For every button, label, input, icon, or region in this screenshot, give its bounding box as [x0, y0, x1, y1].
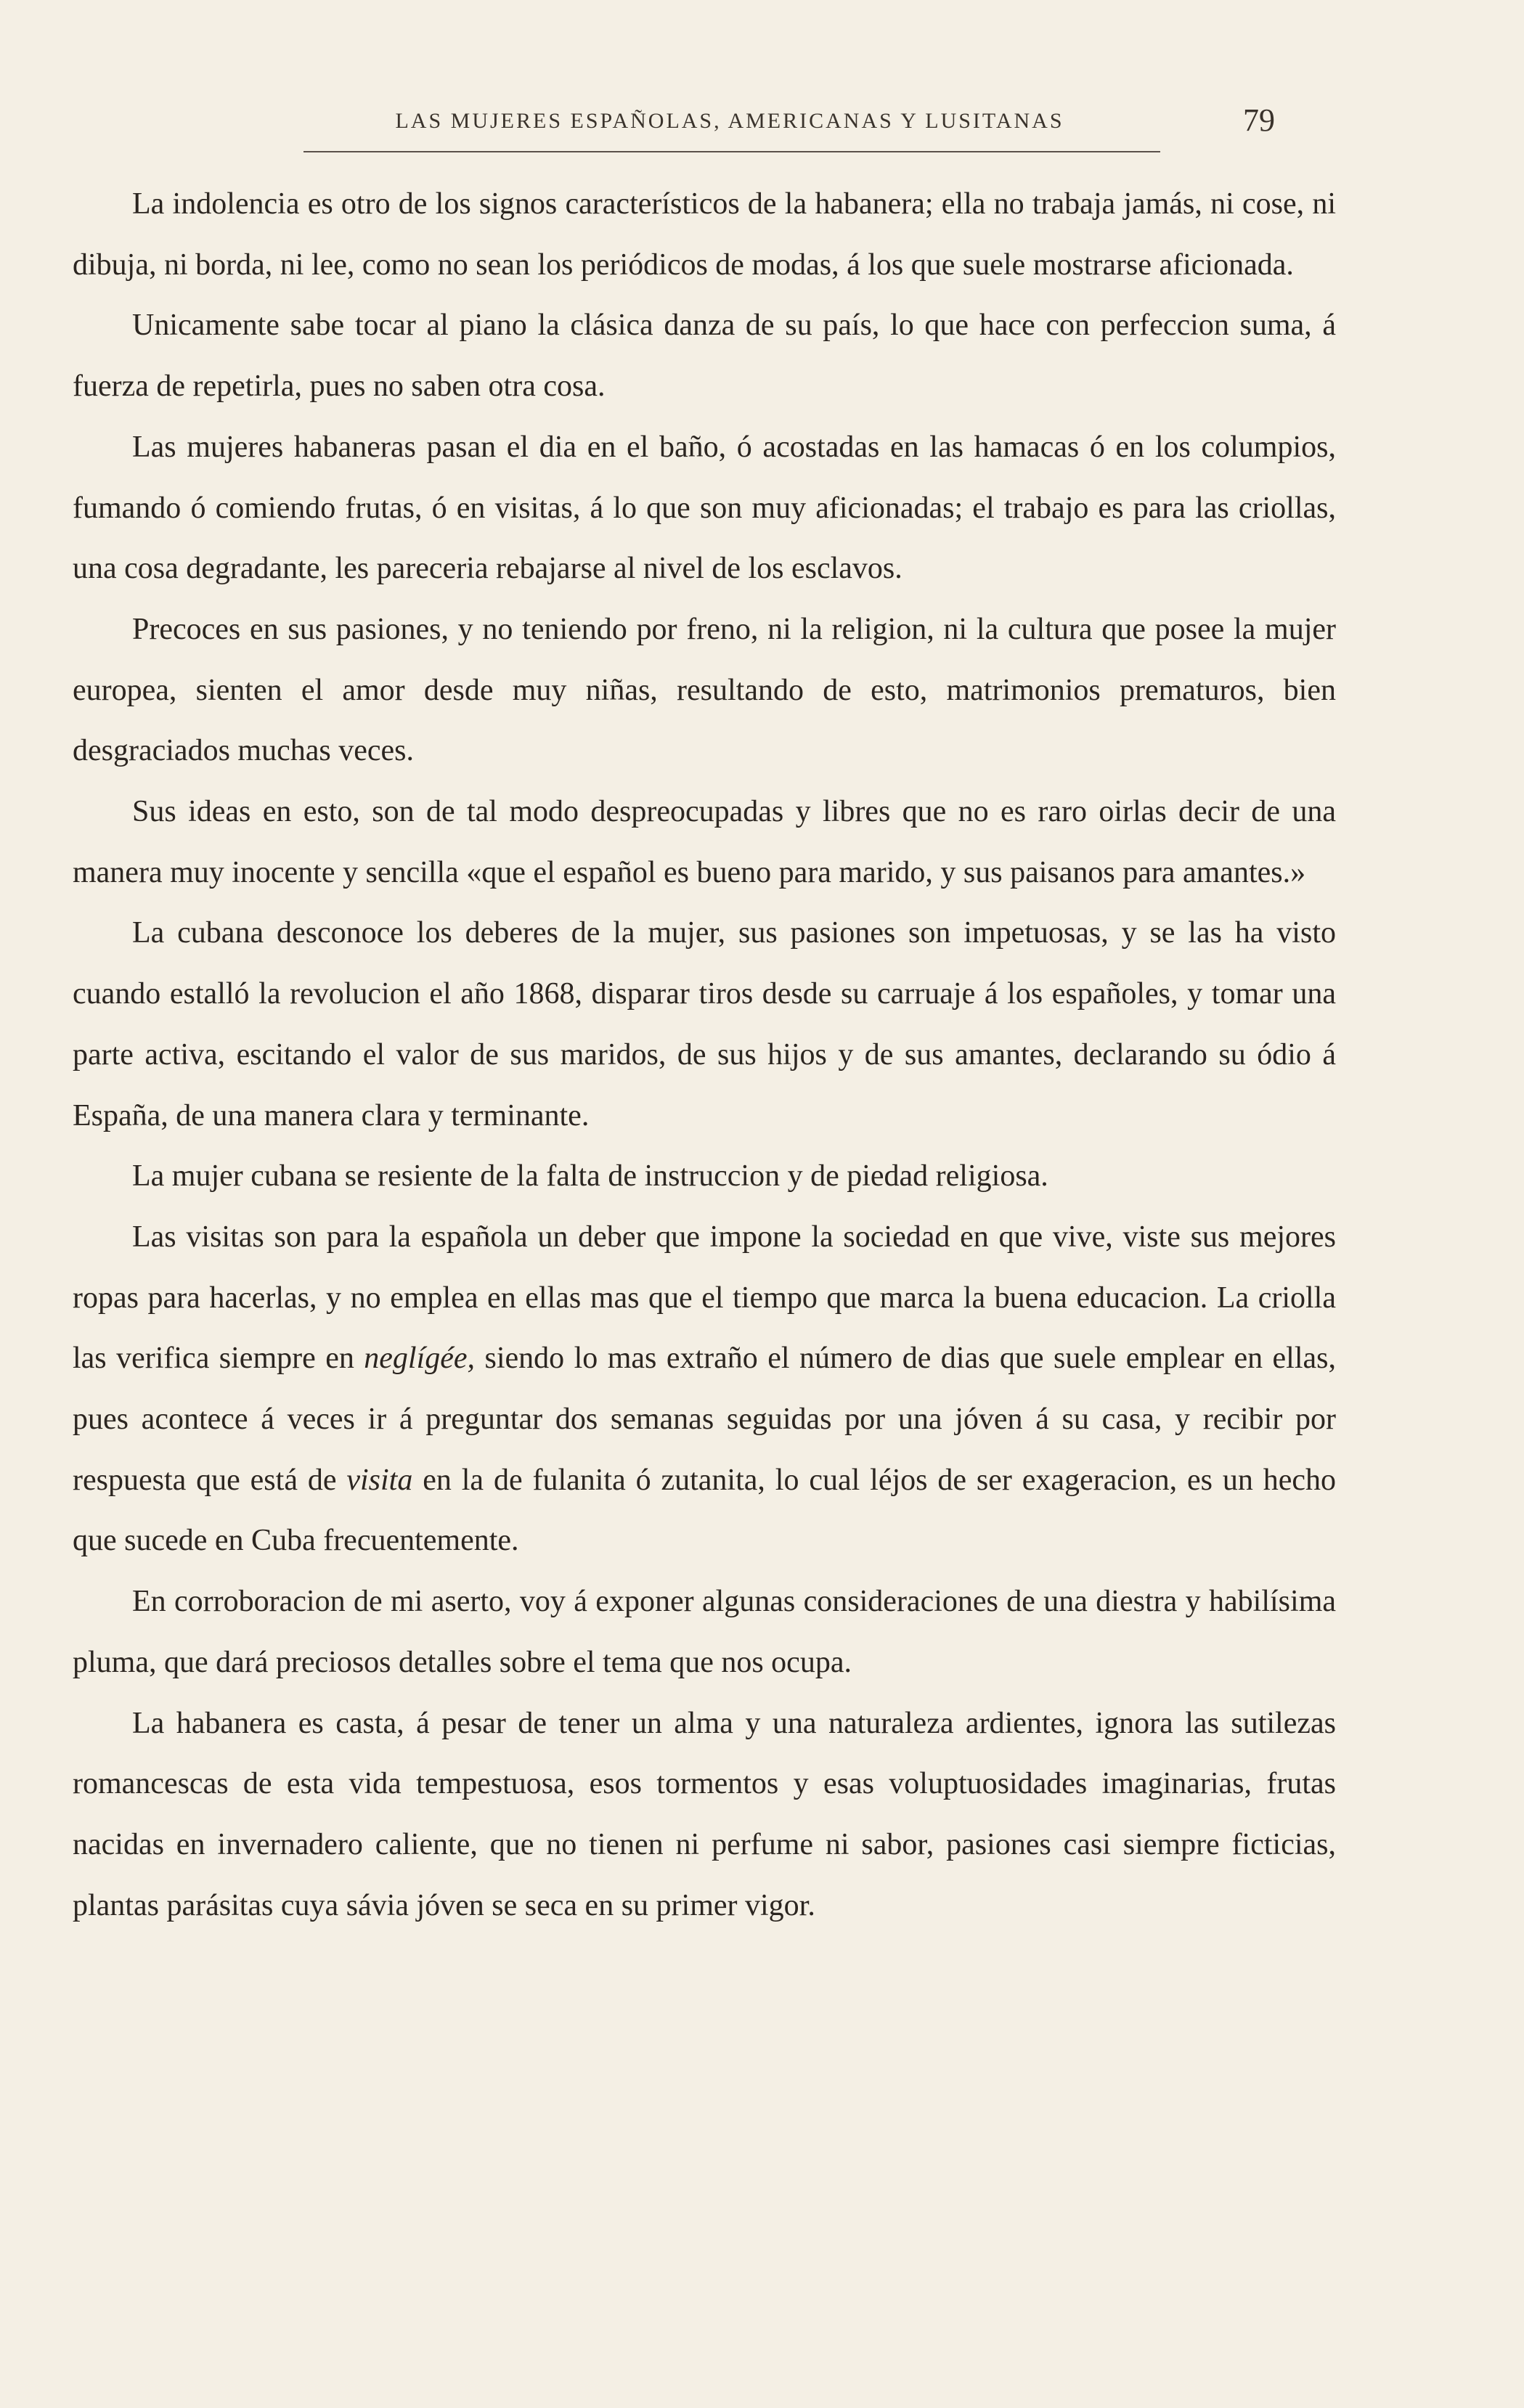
header-rule	[303, 151, 1160, 152]
paragraph	[73, 1207, 1336, 1572]
paragraph-text: Las visitas son para la española un deber que impone la sociedad en que vive, viste sus mejores ropas para hacerlas, y no emplea en ellas mas que el tiempo que marca la buena educacion. La criolla las verifica siempre en	[73, 1220, 1336, 1376]
italic-term: visita	[346, 1463, 413, 1497]
body-text	[73, 174, 1336, 1936]
paragraph: Sus ideas en esto, son de tal modo despreocupadas y libres que no es raro oirlas decir de una manera muy inocente y sencilla «que el español es bueno para marido, y sus paisanos para amantes.»	[73, 795, 1336, 889]
paragraph: La mujer cubana se resiente de la falta de instruccion y de piedad religiosa.	[132, 1159, 1048, 1193]
paragraph: Las mujeres habaneras pasan el dia en el baño, ó acostadas en las hamacas ó en los columpios, fumando ó comiendo frutas, ó en visitas, á lo que son muy aficionadas; el trabajo es para las criollas, una cosa degradante, les pareceria rebajarse al nivel de los esclavos.	[73, 430, 1336, 586]
running-head: LAS MUJERES ESPAÑOLAS, AMERICANAS Y LUSITANAS	[395, 109, 1064, 133]
paragraph: En corroboracion de mi aserto, voy á exponer algunas consideraciones de una diestra y habilísima pluma, que dará preciosos detalles sobre el tema que nos ocupa.	[73, 1585, 1336, 1679]
paragraph: Unicamente sabe tocar al piano la clásica danza de su país, lo que hace con perfeccion suma, á fuerza de repetirla, pues no saben otra cosa.	[73, 309, 1336, 404]
paragraph: La habanera es casta, á pesar de tener un alma y una naturaleza ardientes, ignora las sutilezas romancescas de esta vida tempestuosa, esos tormentos y esas voluptuosidades imaginarias, frutas nacidas en invernadero caliente, que no tienen ni perfume ni sabor, pasiones casi siempre ficticias, plantas parásitas cuya sávia jóven se seca en su primer vigor.	[73, 1706, 1336, 1922]
paragraph: La indolencia es otro de los signos característicos de la habanera; ella no trabaja jamás, ni cose, ni dibuja, ni borda, ni lee, como no sean los periódicos de modas, á los que suele mostrarse aficionada.	[73, 187, 1336, 282]
italic-term: neglígée,	[364, 1342, 476, 1376]
page-number: 79	[1243, 102, 1275, 138]
paragraph: Precoces en sus pasiones, y no teniendo por freno, ni la religion, ni la cultura que posee la mujer europea, sienten el amor desde muy niñas, resultando de esto, matrimonios prematuros, bien desgraciados muchas veces.	[73, 612, 1336, 768]
paragraph-text: en la de fulanita ó zutanita, lo cual léjos de ser exageracion, es un hecho que sucede en Cuba frecuentemente.	[73, 1463, 1336, 1558]
paragraph: La cubana desconoce los deberes de la mujer, sus pasiones son impetuosas, y se las ha visto cuando estalló la revolucion el año 1868, disparar tiros desde su carruaje á los españoles, y tomar una parte activa, escitando el valor de sus maridos, de sus hijos y de sus amantes, declarando su ódio á España, de una manera clara y terminante.	[73, 916, 1336, 1132]
paragraph-text: siendo lo mas extraño el número de dias que suele emplear en ellas, pues acontece á veces ir á preguntar dos semanas seguidas por una jóven á su casa, y recibir por respuesta que está de	[73, 1342, 1336, 1497]
